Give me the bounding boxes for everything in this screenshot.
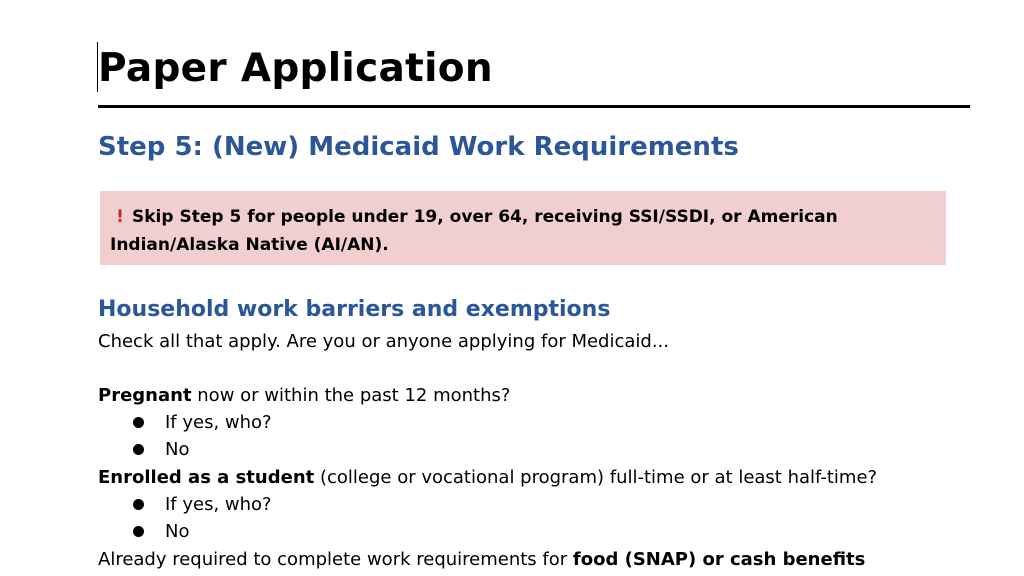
exclamation-icon: ! [116, 207, 124, 227]
list-item[interactable] [98, 491, 272, 518]
option-label: No [165, 439, 190, 460]
bullet-icon [133, 417, 144, 428]
intro-text: Check all that apply. Are you or anyone applying for Medicaid... [98, 331, 669, 352]
option-label: If yes, who? [165, 494, 272, 515]
step-heading: Step 5: (New) Medicaid Work Requirements [98, 132, 739, 162]
question-bold-label: Enrolled as a student [98, 467, 315, 488]
options-list [98, 409, 272, 463]
document-title: Paper Application [98, 46, 493, 91]
alert-callout [100, 191, 946, 265]
bullet-icon [133, 499, 144, 510]
list-item[interactable] [98, 518, 272, 545]
list-item[interactable] [98, 436, 272, 463]
question-bold-label: Pregnant [98, 385, 192, 406]
question-pregnant [98, 382, 510, 409]
question-bold-label: food (SNAP) or cash benefits [572, 549, 866, 570]
bullet-icon [133, 444, 144, 455]
options-list [98, 491, 272, 545]
question-snap [98, 546, 865, 573]
section-heading: Household work barriers and exemptions [98, 297, 611, 322]
title-divider [98, 105, 970, 108]
question-text: (college or vocational program) full-time or at least half-time? [314, 467, 878, 488]
bullet-icon [133, 526, 144, 537]
alert-text: Skip Step 5 for people under 19, over 64, receiving SSI/SSDI, or American Indian/Alaska Native (AI/AN). [110, 207, 838, 255]
question-student [98, 464, 877, 491]
list-item[interactable] [98, 409, 272, 436]
question-text: Already required to complete work requirements for [98, 549, 573, 570]
option-label: If yes, who? [165, 412, 272, 433]
question-text: now or within the past 12 months? [191, 385, 511, 406]
option-label: No [165, 521, 190, 542]
